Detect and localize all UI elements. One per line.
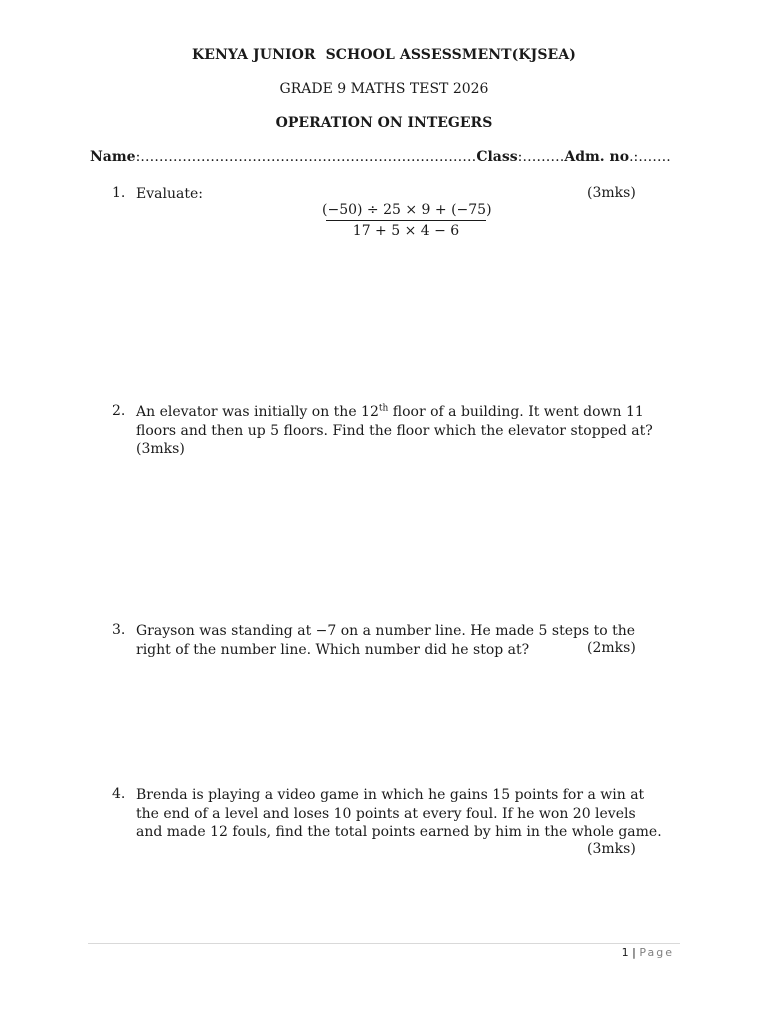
- page-footer: [622, 946, 674, 959]
- marks-label: (3mks): [136, 441, 185, 457]
- page-separator: |: [628, 946, 640, 959]
- footer-divider: [88, 943, 680, 944]
- fraction-numerator: (−50) ÷ 25 × 9 + (−75): [322, 202, 492, 218]
- page-number: 1: [621, 946, 629, 959]
- marks-label: (3mks): [587, 185, 636, 201]
- question-text-part: An elevator was initially on the 12: [136, 404, 379, 420]
- ordinal-suffix: th: [378, 403, 389, 414]
- name-blank: :………………………………………………………………: [135, 149, 477, 165]
- marks-label: (2mks): [587, 640, 636, 656]
- question-text: Evaluate:: [136, 186, 203, 202]
- question-number: 3.: [112, 622, 126, 638]
- question-number: 2.: [112, 403, 126, 419]
- class-blank: :………: [517, 149, 565, 165]
- question-text: Grayson was standing at −7 on a number line. He made 5 steps to the right of the number line. Which number did he stop at?: [136, 623, 636, 658]
- exam-title: KENYA JUNIOR SCHOOL ASSESSMENT(KJSEA): [191, 47, 577, 63]
- page-label: Page: [639, 946, 674, 959]
- question-text: [136, 403, 676, 459]
- question-text: Brenda is playing a video game in which he gains 15 points for a win at the end of a level and loses 10 points at every foul. If he won 20 levels and made 12 fouls, find the total points earned by him in the whole game.: [136, 787, 662, 840]
- question-number: 1.: [112, 185, 126, 201]
- adm-blank: .:…….: [629, 149, 671, 165]
- marks-label: (3mks): [587, 841, 636, 857]
- class-label: Class: [476, 149, 518, 165]
- student-details-line: [90, 149, 671, 165]
- question-number: 4.: [112, 786, 126, 802]
- adm-label: Adm. no: [564, 149, 630, 165]
- topic-heading: OPERATION ON INTEGERS: [275, 115, 493, 131]
- name-label: Name: [90, 149, 136, 165]
- fraction-expression: [322, 202, 490, 239]
- fraction-denominator: 17 + 5 × 4 − 6: [352, 223, 460, 239]
- question-text-part: floor of a building. It went down 11 floors and then up 5 floors. Find the floor which the elevator stopped at?: [136, 404, 653, 439]
- test-subtitle: GRADE 9 MATHS TEST 2026: [279, 81, 489, 97]
